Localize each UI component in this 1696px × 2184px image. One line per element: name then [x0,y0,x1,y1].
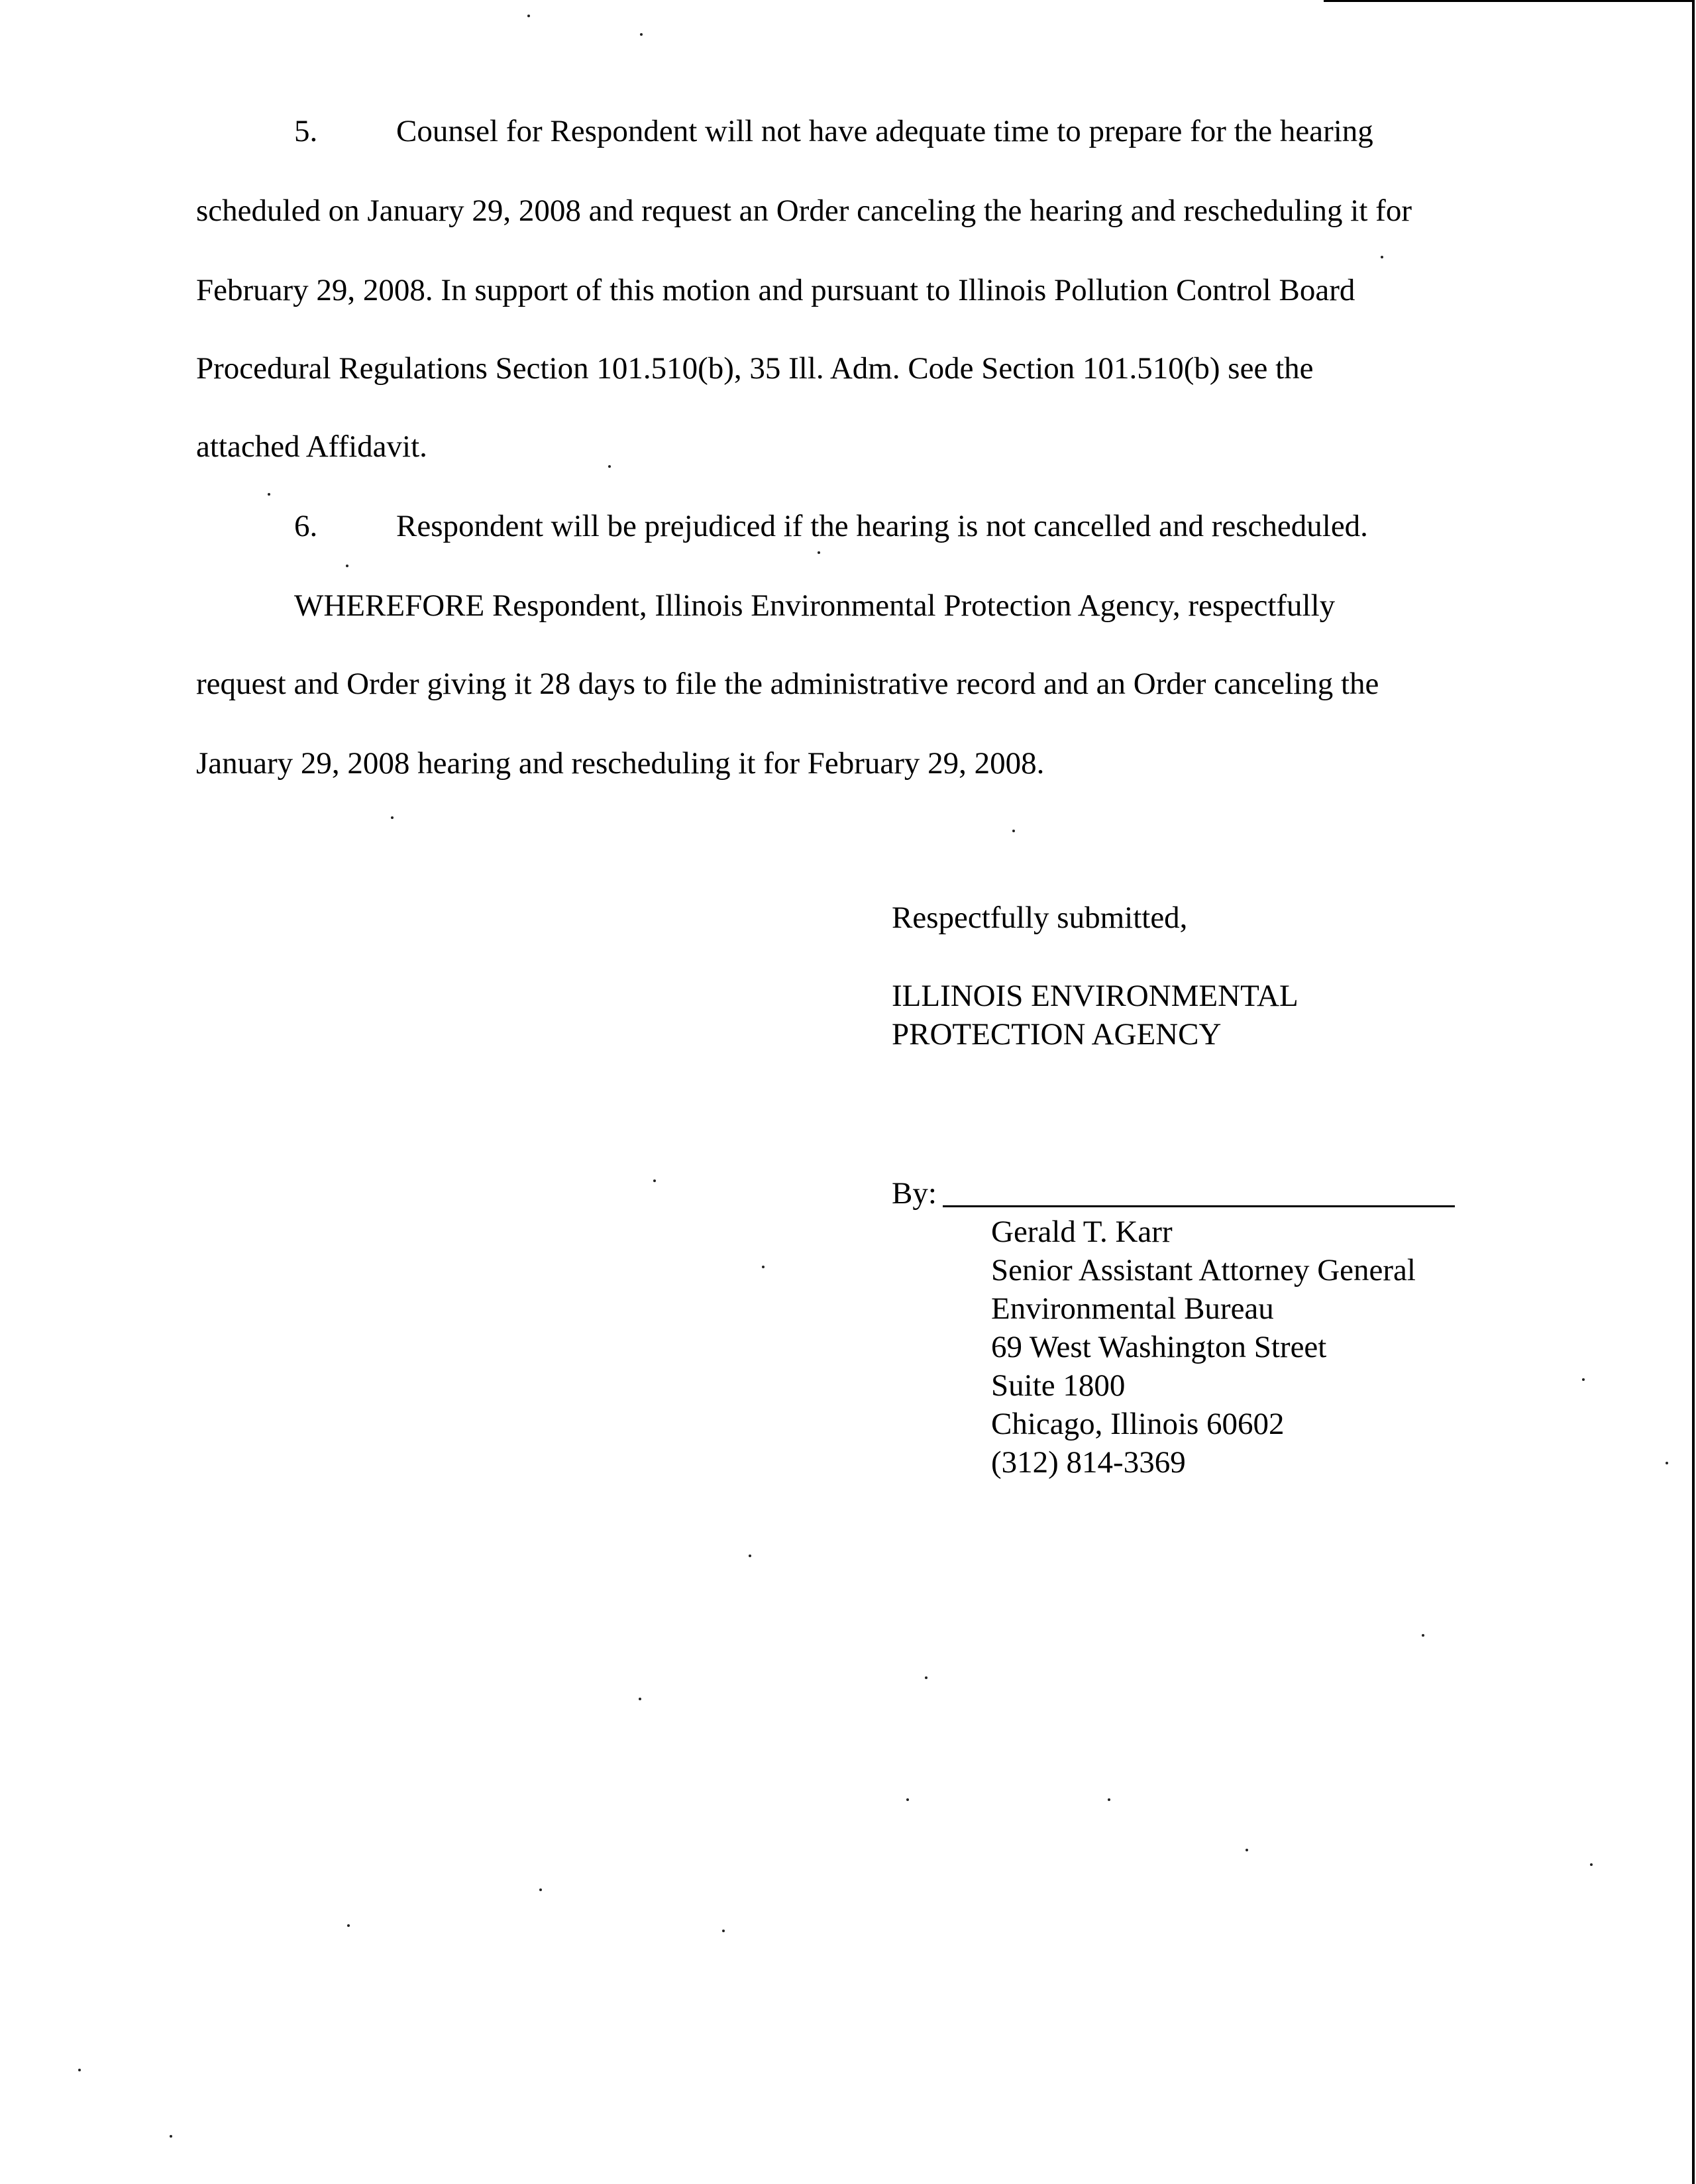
paragraph-5-line-5: attached Affidavit. [196,429,427,464]
scan-speck [1381,256,1383,258]
paragraph-5-line-4: Procedural Regulations Section 101.510(b), 35 Ill. Adm. Code Section 101.510(b) see the [196,351,1314,386]
wherefore-line-2: request and Order giving it 28 days to file the administrative record and an Order canceling the [196,667,1379,701]
signature-line [943,1205,1455,1207]
wherefore-line-3: January 29, 2008 hearing and rescheduling it for February 29, 2008. [196,746,1045,781]
scan-speck [1108,1798,1110,1801]
paragraph-5-line-1: Counsel for Respondent will not have adequate time to prepare for the hearing [396,114,1373,148]
scan-speck [653,1179,656,1182]
scan-speck [722,1930,725,1932]
scan-speck [539,1888,542,1891]
paragraph-6-line-1: Respondent will be prejudiced if the hearing is not cancelled and rescheduled. [396,509,1368,543]
scan-speck [347,1924,350,1927]
scan-border-right [1692,0,1695,2184]
phone-number: (312) 814-3369 [991,1445,1186,1480]
address-city: Chicago, Illinois 60602 [991,1407,1285,1441]
scan-speck [1582,1378,1585,1381]
by-label: By: [892,1176,937,1211]
scan-speck [906,1798,909,1801]
agency-name-line-2: PROTECTION AGENCY [892,1017,1222,1052]
scan-speck [818,551,820,554]
scan-speck [925,1676,928,1679]
address-street: 69 West Washington Street [991,1330,1327,1364]
scan-speck [608,465,611,468]
signer-name: Gerald T. Karr [991,1215,1173,1249]
paragraph-5-line-3: February 29, 2008. In support of this motion and pursuant to Illinois Pollution Control Board [196,273,1355,307]
scan-speck [1246,1849,1248,1851]
address-suite: Suite 1800 [991,1368,1126,1403]
paragraph-5-line-2: scheduled on January 29, 2008 and request an Order canceling the hearing and rescheduling it for [196,193,1412,228]
scan-speck [268,493,270,496]
closing: Respectfully submitted, [892,901,1188,935]
scan-speck [640,33,643,36]
scan-speck [346,565,348,567]
scan-speck [1590,1863,1593,1866]
scan-speck [749,1555,751,1557]
scan-speck [1012,830,1015,832]
scan-border-top [1324,0,1695,2]
scan-speck [391,816,394,819]
agency-name-line-1: ILLINOIS ENVIRONMENTAL [892,979,1298,1013]
scan-speck [527,15,530,17]
scan-speck [170,2135,172,2138]
scan-speck [639,1698,641,1700]
scan-speck [78,2069,81,2071]
signer-bureau: Environmental Bureau [991,1291,1274,1326]
paragraph-number: 5. [294,114,318,148]
scan-speck [1666,1462,1668,1464]
paragraph-number: 6. [294,509,318,543]
scan-speck [762,1266,765,1268]
signer-title: Senior Assistant Attorney General [991,1253,1416,1287]
wherefore-line-1: WHEREFORE Respondent, Illinois Environmental Protection Agency, respectfully [294,588,1336,623]
scan-speck [1422,1634,1424,1637]
